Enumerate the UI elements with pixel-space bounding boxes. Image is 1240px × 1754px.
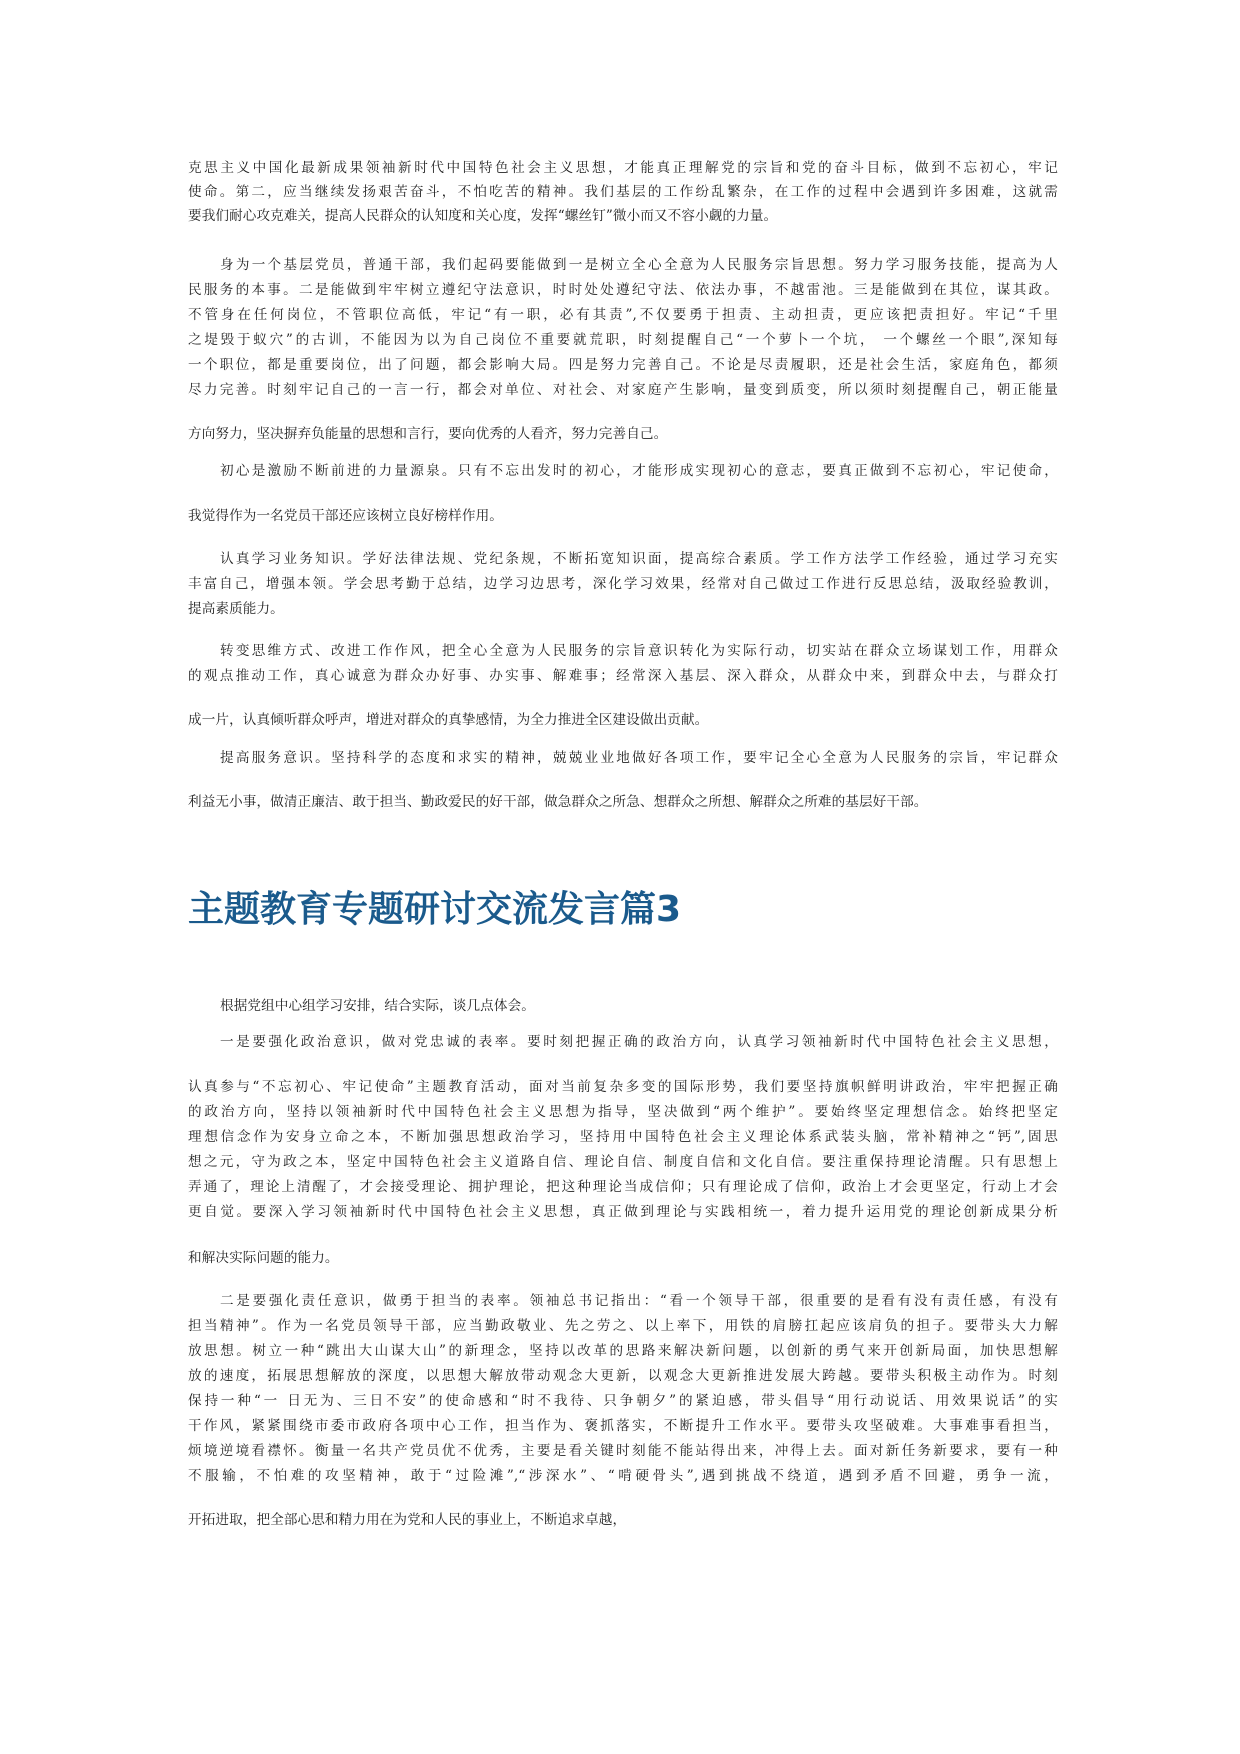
text-line: 根据党组中心组学习安排，结合实际，谈几点体会。 — [220, 998, 535, 1014]
text-line: 理想信念作为安身立命之本，不断加强思想政治学习，坚持用中国特色社会主义理论体系武装头脑，常补精神之“钙”,固思 — [188, 1129, 1058, 1145]
text-line: 的观点推动工作，真心诚意为群众办好事、办实事、解难事；经常深入基层、深入群众，从群众中来，到群众中去，与群众打 — [188, 668, 1058, 684]
text-line: 担当精神”。作为一名党员领导干部，应当勤政敬业、先之劳之、以上率下，用铁的肩膀扛起应该肩负的担子。要带头大力解 — [188, 1318, 1058, 1334]
text-line: 不管身在任何岗位，不管职位高低，牢记“有一职，必有其责”,不仅要勇于担责、主动担责，更应该把责担好。牢记“千里 — [188, 307, 1058, 323]
text-line: 提高服务意识。坚持科学的态度和求实的精神，兢兢业业地做好各项工作，要牢记全心全意为人民服务的宗旨，牢记群众 — [220, 750, 1058, 766]
text-line: 方向努力，坚决摒弃负能量的思想和言行，要向优秀的人看齐，努力完善自己。 — [188, 426, 668, 442]
text-line: 认真学习业务知识。学好法律法规、党纪条规，不断拓宽知识面，提高综合素质。学工作方法学工作经验，通过学习充实 — [220, 551, 1058, 567]
text-line: 保持一种“一 日无为、三日不安”的使命感和“时不我待、只争朝夕”的紧迫感，带头倡导“用行动说话、用效果说话”的实 — [188, 1393, 1058, 1409]
text-line: 一是要强化政治意识，做对党忠诚的表率。要时刻把握正确的政治方向，认真学习领袖新时代中国特色社会主义思想， — [220, 1034, 1058, 1050]
text-line: 烦境逆境看襟怀。衡量一名共产党员优不优秀，主要是看关键时刻能不能站得出来，冲得上去。面对新任务新要求，要有一种 — [188, 1443, 1058, 1459]
text-line: 的政治方向，坚持以领袖新时代中国特色社会主义思想为指导，坚决做到“两个维护”。要始终坚定理想信念。始终把坚定 — [188, 1104, 1058, 1120]
text-line: 认真参与“不忘初心、牢记使命”主题教育活动，面对当前复杂多变的国际形势，我们要坚持旗帜鲜明讲政治，牢牢把握正确 — [188, 1079, 1058, 1095]
text-line: 一个职位，都是重要岗位，出了问题，都会影响大局。四是努力完善自己。不论是尽责履职，还是社会生活，家庭角色，都须 — [188, 357, 1058, 373]
text-line: 二是要强化责任意识，做勇于担当的表率。领袖总书记指出：“看一个领导干部，很重要的是看有没有责任感，有没有 — [220, 1293, 1058, 1309]
text-line: 不服输，不怕难的攻坚精神，敢于“过险滩”,“涉深水”、“啃硬骨头”,遇到挑战不绕道，遇到矛盾不回避，勇争一流， — [188, 1468, 1058, 1484]
text-line: 民服务的本事。二是能做到牢牢树立遵纪守法意识，时时处处遵纪守法、依法办事，不越雷池。三是能做到在其位，谋其政。 — [188, 282, 1058, 298]
text-line: 要我们耐心攻克难关，提高人民群众的认知度和关心度，发挥“螺丝钉”微小而又不容小觑的力量。 — [188, 208, 778, 224]
text-line: 转变思维方式、改进工作作风，把全心全意为人民服务的宗旨意识转化为实际行动，切实站在群众立场谋划工作，用群众 — [220, 643, 1058, 659]
text-line: 提高素质能力。 — [188, 601, 284, 617]
text-line: 开拓进取，把全部心思和精力用在为党和人民的事业上，不断追求卓越， — [188, 1512, 627, 1528]
text-line: 干作风，紧紧围绕市委市政府各项中心工作，担当作为、褒抓落实，不断提升工作水平。要带头攻坚破难。大事难事看担当， — [188, 1418, 1058, 1434]
text-line: 丰富自己，增强本领。学会思考勤于总结，边学习边思考，深化学习效果，经常对自己做过工作进行反思总结，汲取经验教训， — [188, 576, 1058, 592]
text-line: 初心是激励不断前进的力量源泉。只有不忘出发时的初心，才能形成实现初心的意志，要真正做到不忘初心，牢记使命， — [220, 463, 1058, 479]
text-line: 利益无小事，做清正廉洁、敢于担当、勤政爱民的好干部，做急群众之所急、想群众之所想、解群众之所难的基层好干部。 — [188, 794, 928, 810]
text-line: 想之元，守为政之本，坚定中国特色社会主义道路自信、理论自信、制度自信和文化自信。要注重保持理论清醒。只有思想上 — [188, 1154, 1058, 1170]
text-line: 使命。第二，应当继续发扬艰苦奋斗，不怕吃苦的精神。我们基层的工作纷乱繁杂，在工作的过程中会遇到许多困难，这就需 — [188, 184, 1058, 200]
text-line: 之堤毁于蚁穴”的古训，不能因为以为自己岗位不重要就荒职，时刻提醒自己“一个萝卜一个坑， 一个螺丝一个眼”,深知每 — [188, 332, 1058, 348]
text-line: 成一片，认真倾听群众呼声，增进对群众的真挚感情，为全力推进全区建设做出贡献。 — [188, 712, 709, 728]
text-line: 弄通了，理论上清醒了，才会接受理论、拥护理论，把这种理论当成信仰；只有理论成了信仰，政治上才会更坚定，行动上才会 — [188, 1179, 1058, 1195]
text-line: 放思想。树立一种“跳出大山谋大山”的新理念，坚持以改革的思路来解决新问题，以创新的勇气来开创新局面，加快思想解 — [188, 1343, 1058, 1359]
text-line: 克思主义中国化最新成果领袖新时代中国特色社会主义思想，才能真正理解党的宗旨和党的奋斗目标，做到不忘初心，牢记 — [188, 160, 1058, 176]
text-line: 尽力完善。时刻牢记自己的一言一行，都会对单位、对社会、对家庭产生影响，量变到质变，所以须时刻提醒自己，朝正能量 — [188, 382, 1058, 398]
text-line: 放的速度，拓展思想解放的深度，以思想大解放带动观念大更新，以观念大更新推进发展大跨越。要带头积极主动作为。时刻 — [188, 1368, 1058, 1384]
text-line: 我觉得作为一名党员干部还应该树立良好榜样作用。 — [188, 508, 503, 524]
text-line: 身为一个基层党员，普通干部，我们起码要能做到一是树立全心全意为人民服务宗旨思想。努力学习服务技能，提高为人 — [220, 257, 1058, 273]
text-line: 更自觉。要深入学习领袖新时代中国特色社会主义思想，真正做到理论与实践相统一，着力提升运用党的理论创新成果分析 — [188, 1204, 1058, 1220]
section-heading: 主题教育专题研讨交流发言篇3 — [188, 889, 682, 930]
text-line: 和解决实际问题的能力。 — [188, 1250, 339, 1266]
